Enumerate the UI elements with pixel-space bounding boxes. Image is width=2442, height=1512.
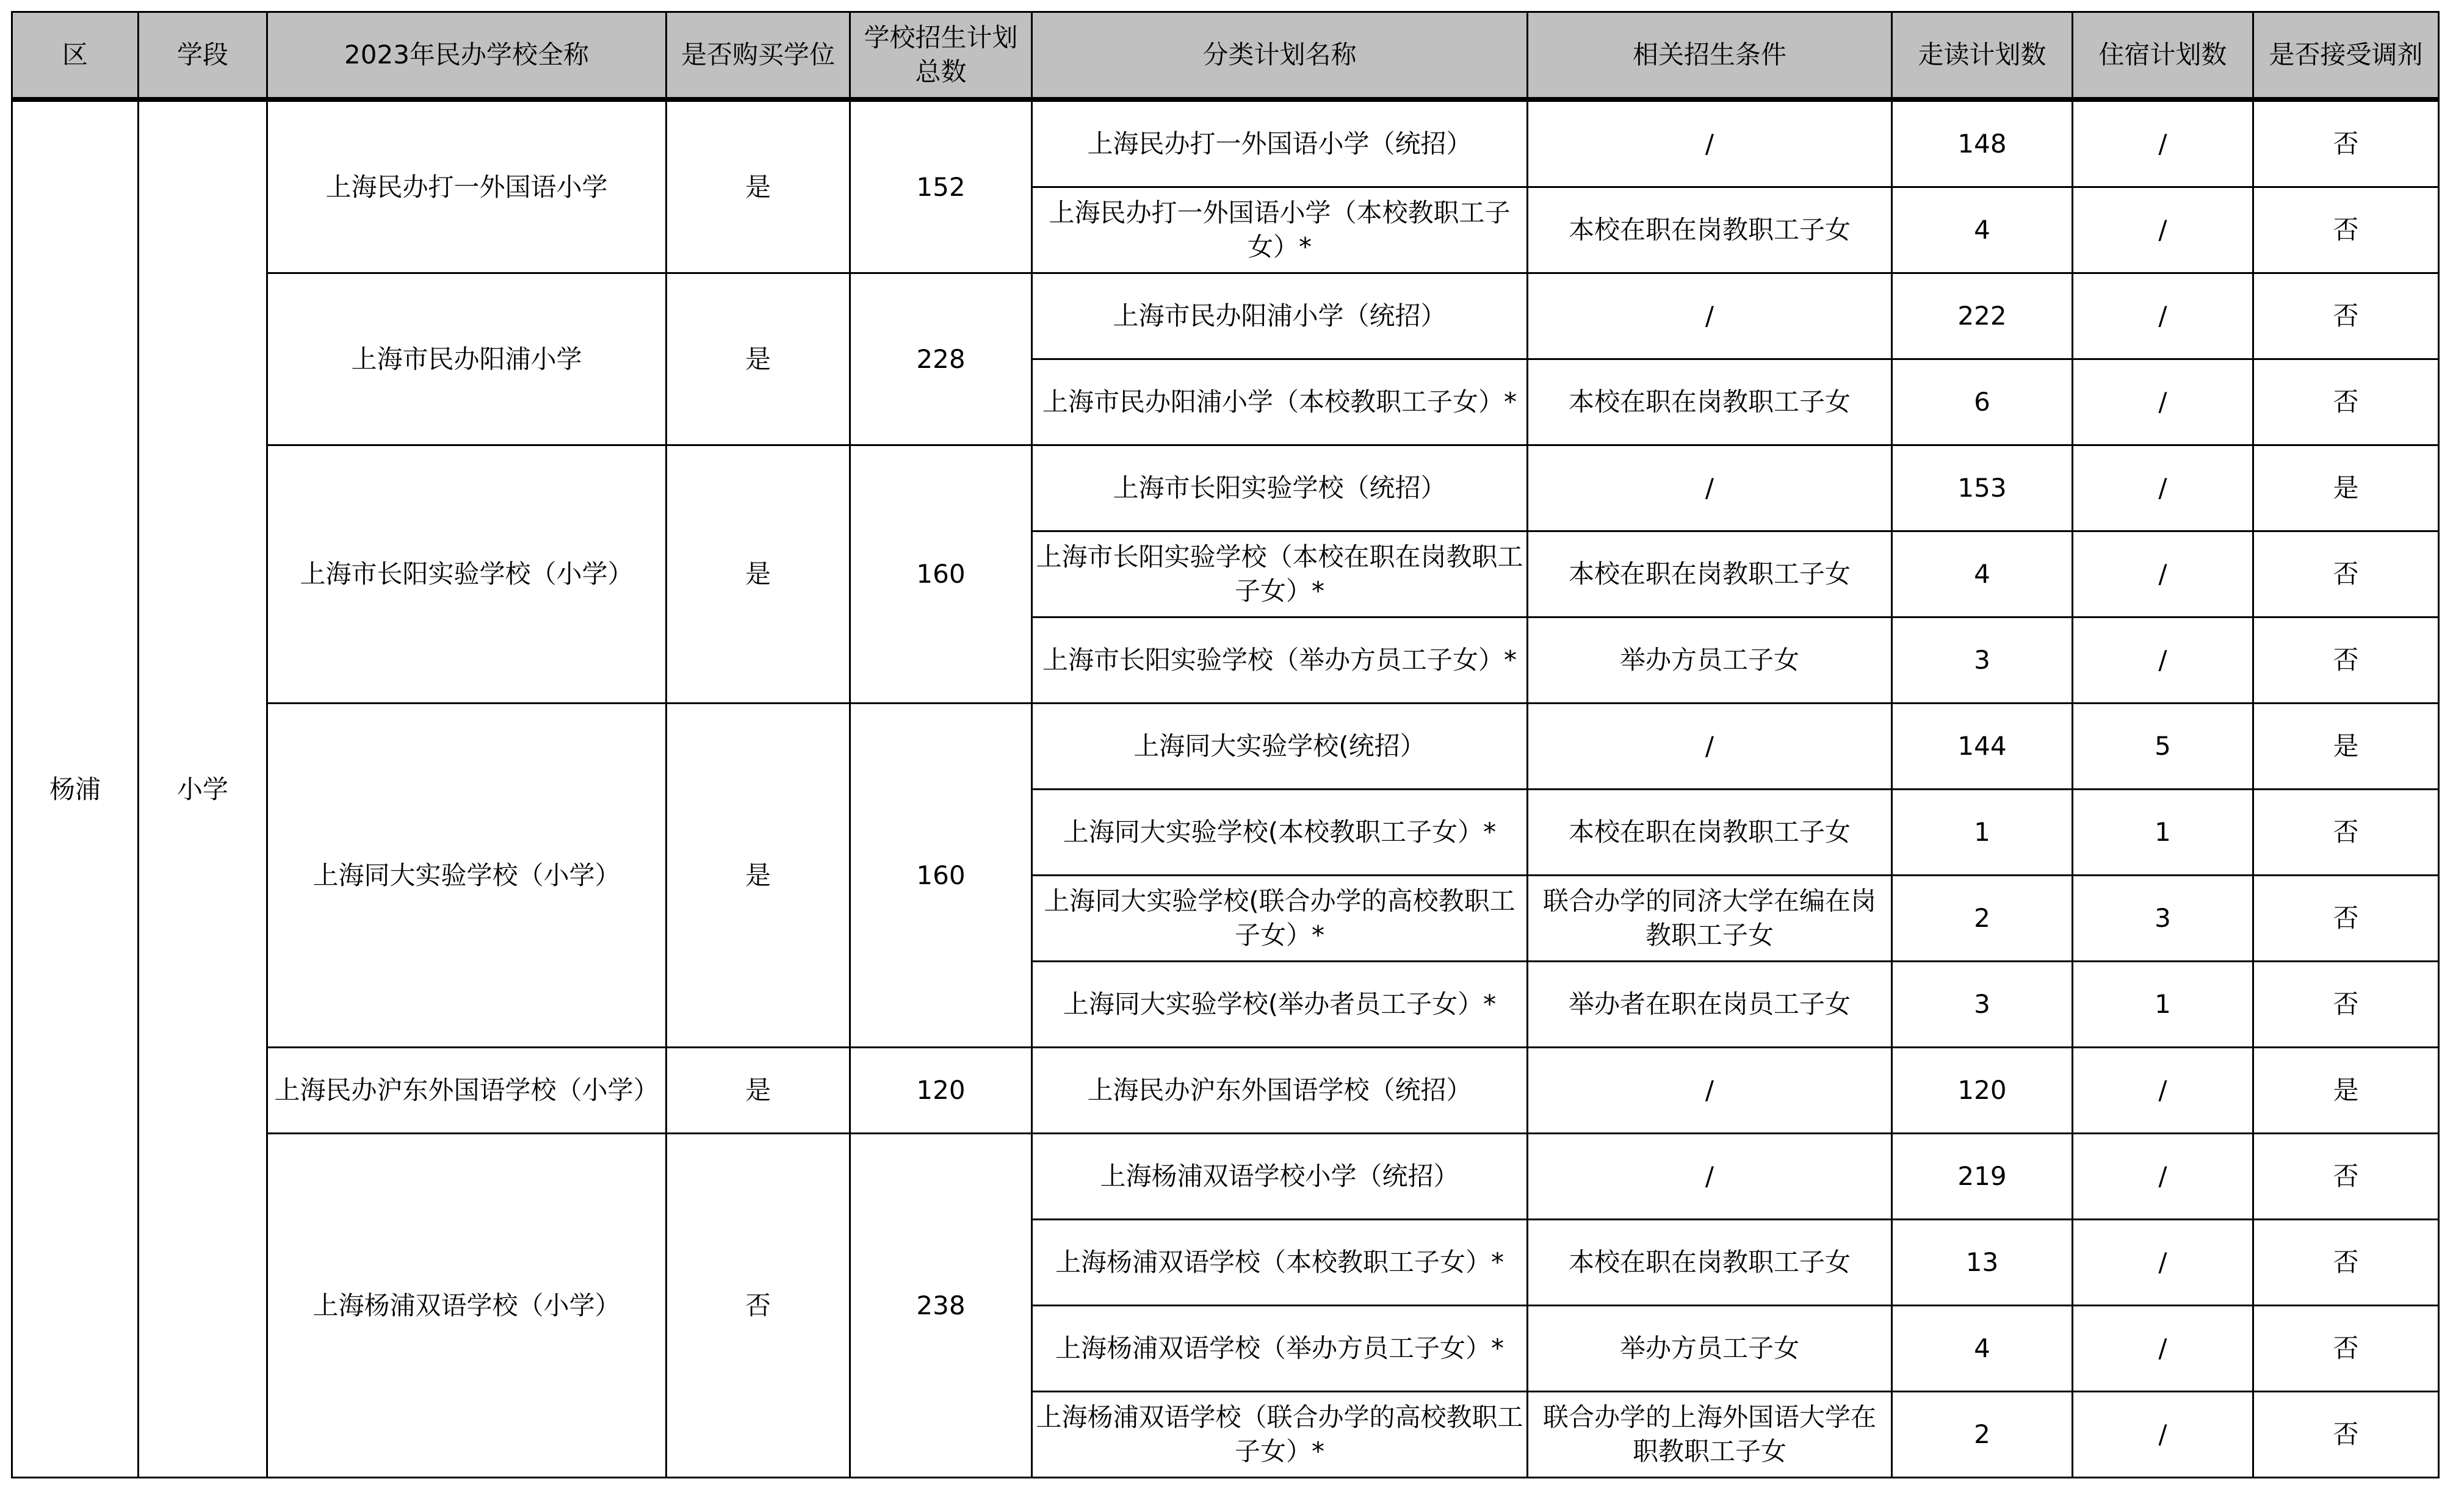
plan-name-cell: 上海市长阳实验学校（举办方员工子女）* bbox=[1032, 617, 1528, 704]
conditions-cell: / bbox=[1528, 1048, 1892, 1134]
day-plan-cell: 120 bbox=[1892, 1048, 2073, 1134]
total-plan-cell: 238 bbox=[850, 1134, 1032, 1478]
boarding-plan-cell: / bbox=[2073, 187, 2253, 273]
total-plan-cell: 228 bbox=[850, 273, 1032, 445]
plan-name-cell: 上海杨浦双语学校（本校教职工子女）* bbox=[1032, 1220, 1528, 1306]
plan-name-cell: 上海市长阳实验学校（统招） bbox=[1032, 445, 1528, 531]
accept-adjust-cell: 是 bbox=[2253, 1048, 2439, 1134]
header-plan-name: 分类计划名称 bbox=[1032, 12, 1528, 100]
enrollment-plan-table bbox=[11, 11, 2440, 1478]
accept-adjust-cell: 否 bbox=[2253, 617, 2439, 704]
day-plan-cell: 4 bbox=[1892, 187, 2073, 273]
accept-adjust-cell: 否 bbox=[2253, 790, 2439, 876]
day-plan-cell: 4 bbox=[1892, 531, 2073, 617]
conditions-cell: / bbox=[1528, 445, 1892, 531]
boarding-plan-cell: / bbox=[2073, 1306, 2253, 1392]
stage-cell: 小学 bbox=[139, 99, 267, 1478]
boarding-plan-cell: / bbox=[2073, 617, 2253, 704]
plan-name-cell: 上海市民办阳浦小学（统招） bbox=[1032, 273, 1528, 359]
conditions-cell: 联合办学的上海外国语大学在职教职工子女 bbox=[1528, 1392, 1892, 1478]
table-row bbox=[12, 445, 2439, 531]
day-plan-cell: 148 bbox=[1892, 99, 2073, 187]
plan-name-cell: 上海民办打一外国语小学（统招） bbox=[1032, 99, 1528, 187]
day-plan-cell: 144 bbox=[1892, 704, 2073, 790]
buy-seats-cell: 是 bbox=[666, 1048, 850, 1134]
header-row bbox=[12, 12, 2439, 100]
accept-adjust-cell: 否 bbox=[2253, 1306, 2439, 1392]
plan-name-cell: 上海同大实验学校(联合办学的高校教职工子女）* bbox=[1032, 876, 1528, 962]
school-name-cell: 上海同大实验学校（小学） bbox=[267, 704, 666, 1048]
day-plan-cell: 3 bbox=[1892, 617, 2073, 704]
conditions-cell: 本校在职在岗教职工子女 bbox=[1528, 531, 1892, 617]
table-row bbox=[12, 704, 2439, 790]
table-row bbox=[12, 1134, 2439, 1220]
plan-name-cell: 上海同大实验学校(本校教职工子女）* bbox=[1032, 790, 1528, 876]
school-name-cell: 上海民办打一外国语小学 bbox=[267, 99, 666, 273]
accept-adjust-cell: 否 bbox=[2253, 962, 2439, 1048]
school-name-cell: 上海杨浦双语学校（小学） bbox=[267, 1134, 666, 1478]
boarding-plan-cell: / bbox=[2073, 273, 2253, 359]
accept-adjust-cell: 是 bbox=[2253, 704, 2439, 790]
plan-name-cell: 上海市民办阳浦小学（本校教职工子女）* bbox=[1032, 359, 1528, 445]
day-plan-cell: 1 bbox=[1892, 790, 2073, 876]
header-day-plan: 走读计划数 bbox=[1892, 12, 2073, 100]
accept-adjust-cell: 否 bbox=[2253, 273, 2439, 359]
conditions-cell: 举办者在职在岗员工子女 bbox=[1528, 962, 1892, 1048]
school-name-cell: 上海民办沪东外国语学校（小学） bbox=[267, 1048, 666, 1134]
boarding-plan-cell: / bbox=[2073, 359, 2253, 445]
conditions-cell: / bbox=[1528, 704, 1892, 790]
total-plan-cell: 120 bbox=[850, 1048, 1032, 1134]
day-plan-cell: 219 bbox=[1892, 1134, 2073, 1220]
boarding-plan-cell: / bbox=[2073, 1392, 2253, 1478]
accept-adjust-cell: 否 bbox=[2253, 359, 2439, 445]
day-plan-cell: 3 bbox=[1892, 962, 2073, 1048]
plan-name-cell: 上海民办打一外国语小学（本校教职工子女）* bbox=[1032, 187, 1528, 273]
conditions-cell: 举办方员工子女 bbox=[1528, 617, 1892, 704]
table-row bbox=[12, 273, 2439, 359]
conditions-cell: 本校在职在岗教职工子女 bbox=[1528, 359, 1892, 445]
table-row bbox=[12, 1048, 2439, 1134]
day-plan-cell: 2 bbox=[1892, 1392, 2073, 1478]
school-name-cell: 上海市长阳实验学校（小学） bbox=[267, 445, 666, 704]
buy-seats-cell: 是 bbox=[666, 273, 850, 445]
conditions-cell: 本校在职在岗教职工子女 bbox=[1528, 187, 1892, 273]
header-accept-adjust: 是否接受调剂 bbox=[2253, 12, 2439, 100]
plan-name-cell: 上海同大实验学校(举办者员工子女）* bbox=[1032, 962, 1528, 1048]
day-plan-cell: 4 bbox=[1892, 1306, 2073, 1392]
day-plan-cell: 222 bbox=[1892, 273, 2073, 359]
buy-seats-cell: 是 bbox=[666, 704, 850, 1048]
conditions-cell: 本校在职在岗教职工子女 bbox=[1528, 1220, 1892, 1306]
header-boarding-plan: 住宿计划数 bbox=[2073, 12, 2253, 100]
day-plan-cell: 13 bbox=[1892, 1220, 2073, 1306]
conditions-cell: / bbox=[1528, 99, 1892, 187]
accept-adjust-cell: 否 bbox=[2253, 99, 2439, 187]
conditions-cell: 本校在职在岗教职工子女 bbox=[1528, 790, 1892, 876]
boarding-plan-cell: 1 bbox=[2073, 962, 2253, 1048]
plan-name-cell: 上海杨浦双语学校（举办方员工子女）* bbox=[1032, 1306, 1528, 1392]
plan-name-cell: 上海同大实验学校(统招） bbox=[1032, 704, 1528, 790]
day-plan-cell: 153 bbox=[1892, 445, 2073, 531]
day-plan-cell: 2 bbox=[1892, 876, 2073, 962]
boarding-plan-cell: / bbox=[2073, 99, 2253, 187]
plan-name-cell: 上海市长阳实验学校（本校在职在岗教职工子女）* bbox=[1032, 531, 1528, 617]
header-conditions: 相关招生条件 bbox=[1528, 12, 1892, 100]
day-plan-cell: 6 bbox=[1892, 359, 2073, 445]
boarding-plan-cell: / bbox=[2073, 1220, 2253, 1306]
conditions-cell: / bbox=[1528, 1134, 1892, 1220]
boarding-plan-cell: / bbox=[2073, 1048, 2253, 1134]
boarding-plan-cell: 3 bbox=[2073, 876, 2253, 962]
accept-adjust-cell: 否 bbox=[2253, 1220, 2439, 1306]
header-school-name: 2023年民办学校全称 bbox=[267, 12, 666, 100]
header-district: 区 bbox=[12, 12, 139, 100]
school-name-cell: 上海市民办阳浦小学 bbox=[267, 273, 666, 445]
boarding-plan-cell: 1 bbox=[2073, 790, 2253, 876]
plan-name-cell: 上海杨浦双语学校（联合办学的高校教职工子女）* bbox=[1032, 1392, 1528, 1478]
boarding-plan-cell: / bbox=[2073, 445, 2253, 531]
buy-seats-cell: 否 bbox=[666, 1134, 850, 1478]
table-row bbox=[12, 99, 2439, 187]
accept-adjust-cell: 否 bbox=[2253, 1134, 2439, 1220]
total-plan-cell: 160 bbox=[850, 445, 1032, 704]
boarding-plan-cell: / bbox=[2073, 1134, 2253, 1220]
header-stage: 学段 bbox=[139, 12, 267, 100]
boarding-plan-cell: / bbox=[2073, 531, 2253, 617]
conditions-cell: 举办方员工子女 bbox=[1528, 1306, 1892, 1392]
accept-adjust-cell: 是 bbox=[2253, 445, 2439, 531]
accept-adjust-cell: 否 bbox=[2253, 876, 2439, 962]
buy-seats-cell: 是 bbox=[666, 99, 850, 273]
accept-adjust-cell: 否 bbox=[2253, 187, 2439, 273]
conditions-cell: / bbox=[1528, 273, 1892, 359]
conditions-cell: 联合办学的同济大学在编在岗教职工子女 bbox=[1528, 876, 1892, 962]
district-cell: 杨浦 bbox=[12, 99, 139, 1478]
accept-adjust-cell: 否 bbox=[2253, 1392, 2439, 1478]
boarding-plan-cell: 5 bbox=[2073, 704, 2253, 790]
accept-adjust-cell: 否 bbox=[2253, 531, 2439, 617]
total-plan-cell: 152 bbox=[850, 99, 1032, 273]
header-total-plan: 学校招生计划总数 bbox=[850, 12, 1032, 100]
plan-name-cell: 上海民办沪东外国语学校（统招） bbox=[1032, 1048, 1528, 1134]
total-plan-cell: 160 bbox=[850, 704, 1032, 1048]
plan-name-cell: 上海杨浦双语学校小学（统招） bbox=[1032, 1134, 1528, 1220]
header-buy-seats: 是否购买学位 bbox=[666, 12, 850, 100]
buy-seats-cell: 是 bbox=[666, 445, 850, 704]
